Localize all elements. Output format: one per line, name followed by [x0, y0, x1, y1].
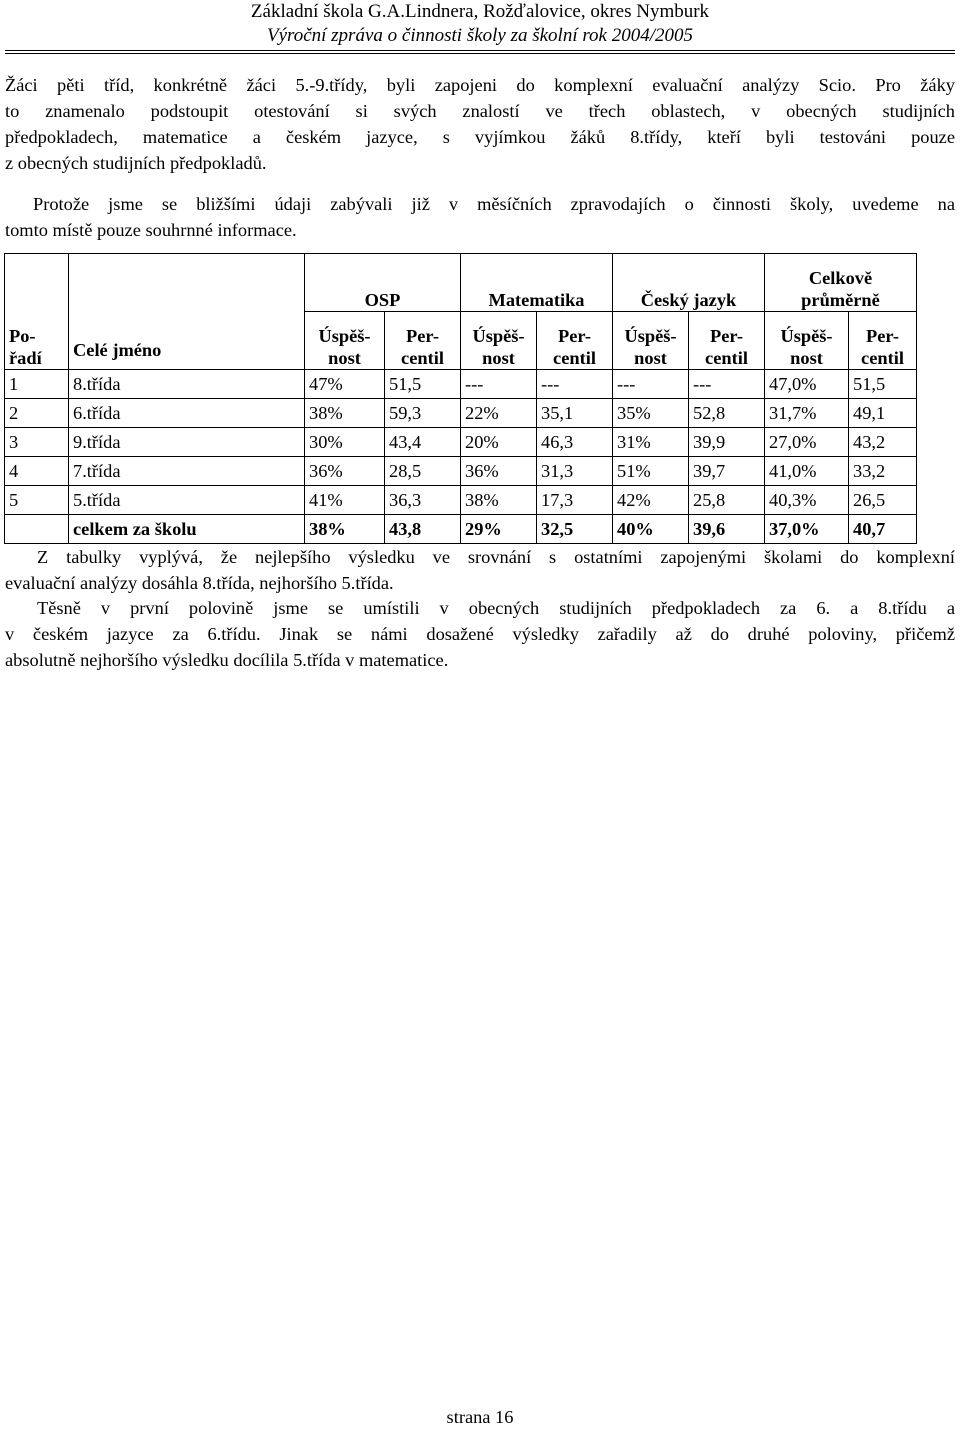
cell-rank-empty: [5, 515, 69, 544]
header-rank-line: řadí: [9, 348, 42, 368]
cell-value: 51,5: [849, 370, 917, 399]
cell-value: 31,3: [537, 457, 613, 486]
cell-value: 30%: [305, 428, 385, 457]
school-name: Základní škola G.A.Lindnera, Rožďalovice, okres Nymburk: [250, 1, 710, 22]
paragraph-intro: [5, 72, 955, 176]
cell-name: 9.třída: [69, 428, 305, 457]
table-row: [5, 399, 917, 428]
header-name: Celé jméno: [69, 254, 305, 370]
cell-value: 38%: [305, 399, 385, 428]
text-line: v českém jazyce za 6.třídu. Jinak se námi dosažené výsledky zařadily až do druhé poloviny, přičemž: [5, 624, 955, 644]
cell-value: 31,7%: [765, 399, 849, 428]
header-rank-line: Po-: [9, 326, 36, 346]
cell-value: 42%: [613, 486, 689, 515]
text-line: absolutně nejhoršího výsledku docílila 5.třída v matematice.: [5, 650, 449, 670]
cell-value: 22%: [461, 399, 537, 428]
paragraph-ranking: [5, 595, 955, 673]
text-line: to znamenalo podstoupit otestování si svých znalostí ve třech oblastech, v obecných studijních: [5, 101, 955, 121]
cell-value: 46,3: [537, 428, 613, 457]
header-uspesnost: Úspěš- nost: [461, 312, 537, 370]
cell-value: 38%: [305, 515, 385, 544]
header-percentil: Per- centil: [689, 312, 765, 370]
table-body: [5, 370, 917, 544]
cell-name: 6.třída: [69, 399, 305, 428]
cell-rank: 1: [5, 370, 69, 399]
cell-value: 31%: [613, 428, 689, 457]
text-line: tomto místě pouze souhrnné informace.: [5, 220, 297, 240]
text-line: předpokladech, matematice a českém jazyce, s vyjímkou žáků 8.třídy, kteří byli testováni pouze: [5, 127, 955, 147]
results-table: [4, 253, 917, 544]
cell-value: 39,9: [689, 428, 765, 457]
cell-value: 47,0%: [765, 370, 849, 399]
cell-value: 40,7: [849, 515, 917, 544]
header-rank: [5, 254, 69, 370]
table-row: [5, 428, 917, 457]
cell-value: 38%: [461, 486, 537, 515]
paragraph-summary: [5, 191, 955, 243]
cell-value: 47%: [305, 370, 385, 399]
text-line: z obecných studijních předpokladů.: [5, 153, 267, 173]
header-matematika: Matematika: [461, 254, 613, 312]
header-uspesnost: Úspěš- nost: [765, 312, 849, 370]
cell-value: 43,4: [385, 428, 461, 457]
header-overall-line: průměrně: [801, 290, 880, 310]
cell-value: 43,2: [849, 428, 917, 457]
cell-value: 52,8: [689, 399, 765, 428]
header-rule-bottom: [5, 53, 955, 54]
cell-value: 40,3%: [765, 486, 849, 515]
cell-value: 35%: [613, 399, 689, 428]
text-line: Žáci pěti tříd, konkrétně žáci 5.-9.třídy, byli zapojeni do komplexní evaluační analýzy Scio. Pro žáky: [5, 75, 955, 95]
cell-value: ---: [689, 370, 765, 399]
cell-value: 32,5: [537, 515, 613, 544]
cell-value: 39,6: [689, 515, 765, 544]
cell-rank: 2: [5, 399, 69, 428]
header-osp: OSP: [305, 254, 461, 312]
cell-value: 40%: [613, 515, 689, 544]
report-title: Výroční zpráva o činnosti školy za školní rok 2004/2005: [266, 25, 694, 46]
cell-value: 41%: [305, 486, 385, 515]
cell-value: ---: [461, 370, 537, 399]
cell-value: 39,7: [689, 457, 765, 486]
cell-value: 51,5: [385, 370, 461, 399]
cell-value: 28,5: [385, 457, 461, 486]
cell-value: 27,0%: [765, 428, 849, 457]
cell-rank: 5: [5, 486, 69, 515]
cell-value: 41,0%: [765, 457, 849, 486]
table-row: [5, 457, 917, 486]
cell-value: ---: [613, 370, 689, 399]
table-total-row: [5, 515, 917, 544]
cell-value: 20%: [461, 428, 537, 457]
cell-value: 49,1: [849, 399, 917, 428]
header-rule-top: [5, 50, 955, 51]
cell-value: 29%: [461, 515, 537, 544]
cell-value: 36,3: [385, 486, 461, 515]
cell-value: 36%: [305, 457, 385, 486]
text-line: Z tabulky vyplývá, že nejlepšího výsledku ve srovnání s ostatními zapojenými školami do komplexní: [37, 547, 955, 567]
header-percentil: Per- centil: [385, 312, 461, 370]
cell-value: 36%: [461, 457, 537, 486]
cell-value: 37,0%: [765, 515, 849, 544]
cell-value: 26,5: [849, 486, 917, 515]
cell-value: 33,2: [849, 457, 917, 486]
cell-value: 51%: [613, 457, 689, 486]
cell-name: 5.třída: [69, 486, 305, 515]
cell-name: celkem za školu: [69, 515, 305, 544]
header-overall: [765, 254, 917, 312]
cell-rank: 4: [5, 457, 69, 486]
cell-value: 43,8: [385, 515, 461, 544]
table-row: [5, 370, 917, 399]
header-overall-line: Celkově: [808, 268, 873, 288]
cell-name: 7.třída: [69, 457, 305, 486]
header-uspesnost: Úspěš- nost: [613, 312, 689, 370]
header-percentil: Per- centil: [537, 312, 613, 370]
cell-value: 59,3: [385, 399, 461, 428]
text-line: evaluační analýzy dosáhla 8.třída, nejhoršího 5.třída.: [5, 573, 394, 593]
page-number: strana 16: [446, 1407, 514, 1427]
text-line: Těsně v první polovině jsme se umístili v obecných studijních předpokladech za 6. a 8.třídu a: [37, 598, 955, 618]
paragraph-conclusion: [5, 544, 955, 596]
cell-rank: 3: [5, 428, 69, 457]
text-line: Protože jsme se bližšími údaji zabývali již v měsíčních zpravodajích o činnosti školy, uvedeme na: [33, 194, 955, 214]
header-uspesnost: Úspěš- nost: [305, 312, 385, 370]
cell-value: ---: [537, 370, 613, 399]
header-percentil: Per- centil: [849, 312, 917, 370]
cell-name: 8.třída: [69, 370, 305, 399]
table-row: [5, 486, 917, 515]
cell-value: 25,8: [689, 486, 765, 515]
cell-value: 35,1: [537, 399, 613, 428]
header-cesky-jazyk: Český jazyk: [613, 254, 765, 312]
cell-value: 17,3: [537, 486, 613, 515]
